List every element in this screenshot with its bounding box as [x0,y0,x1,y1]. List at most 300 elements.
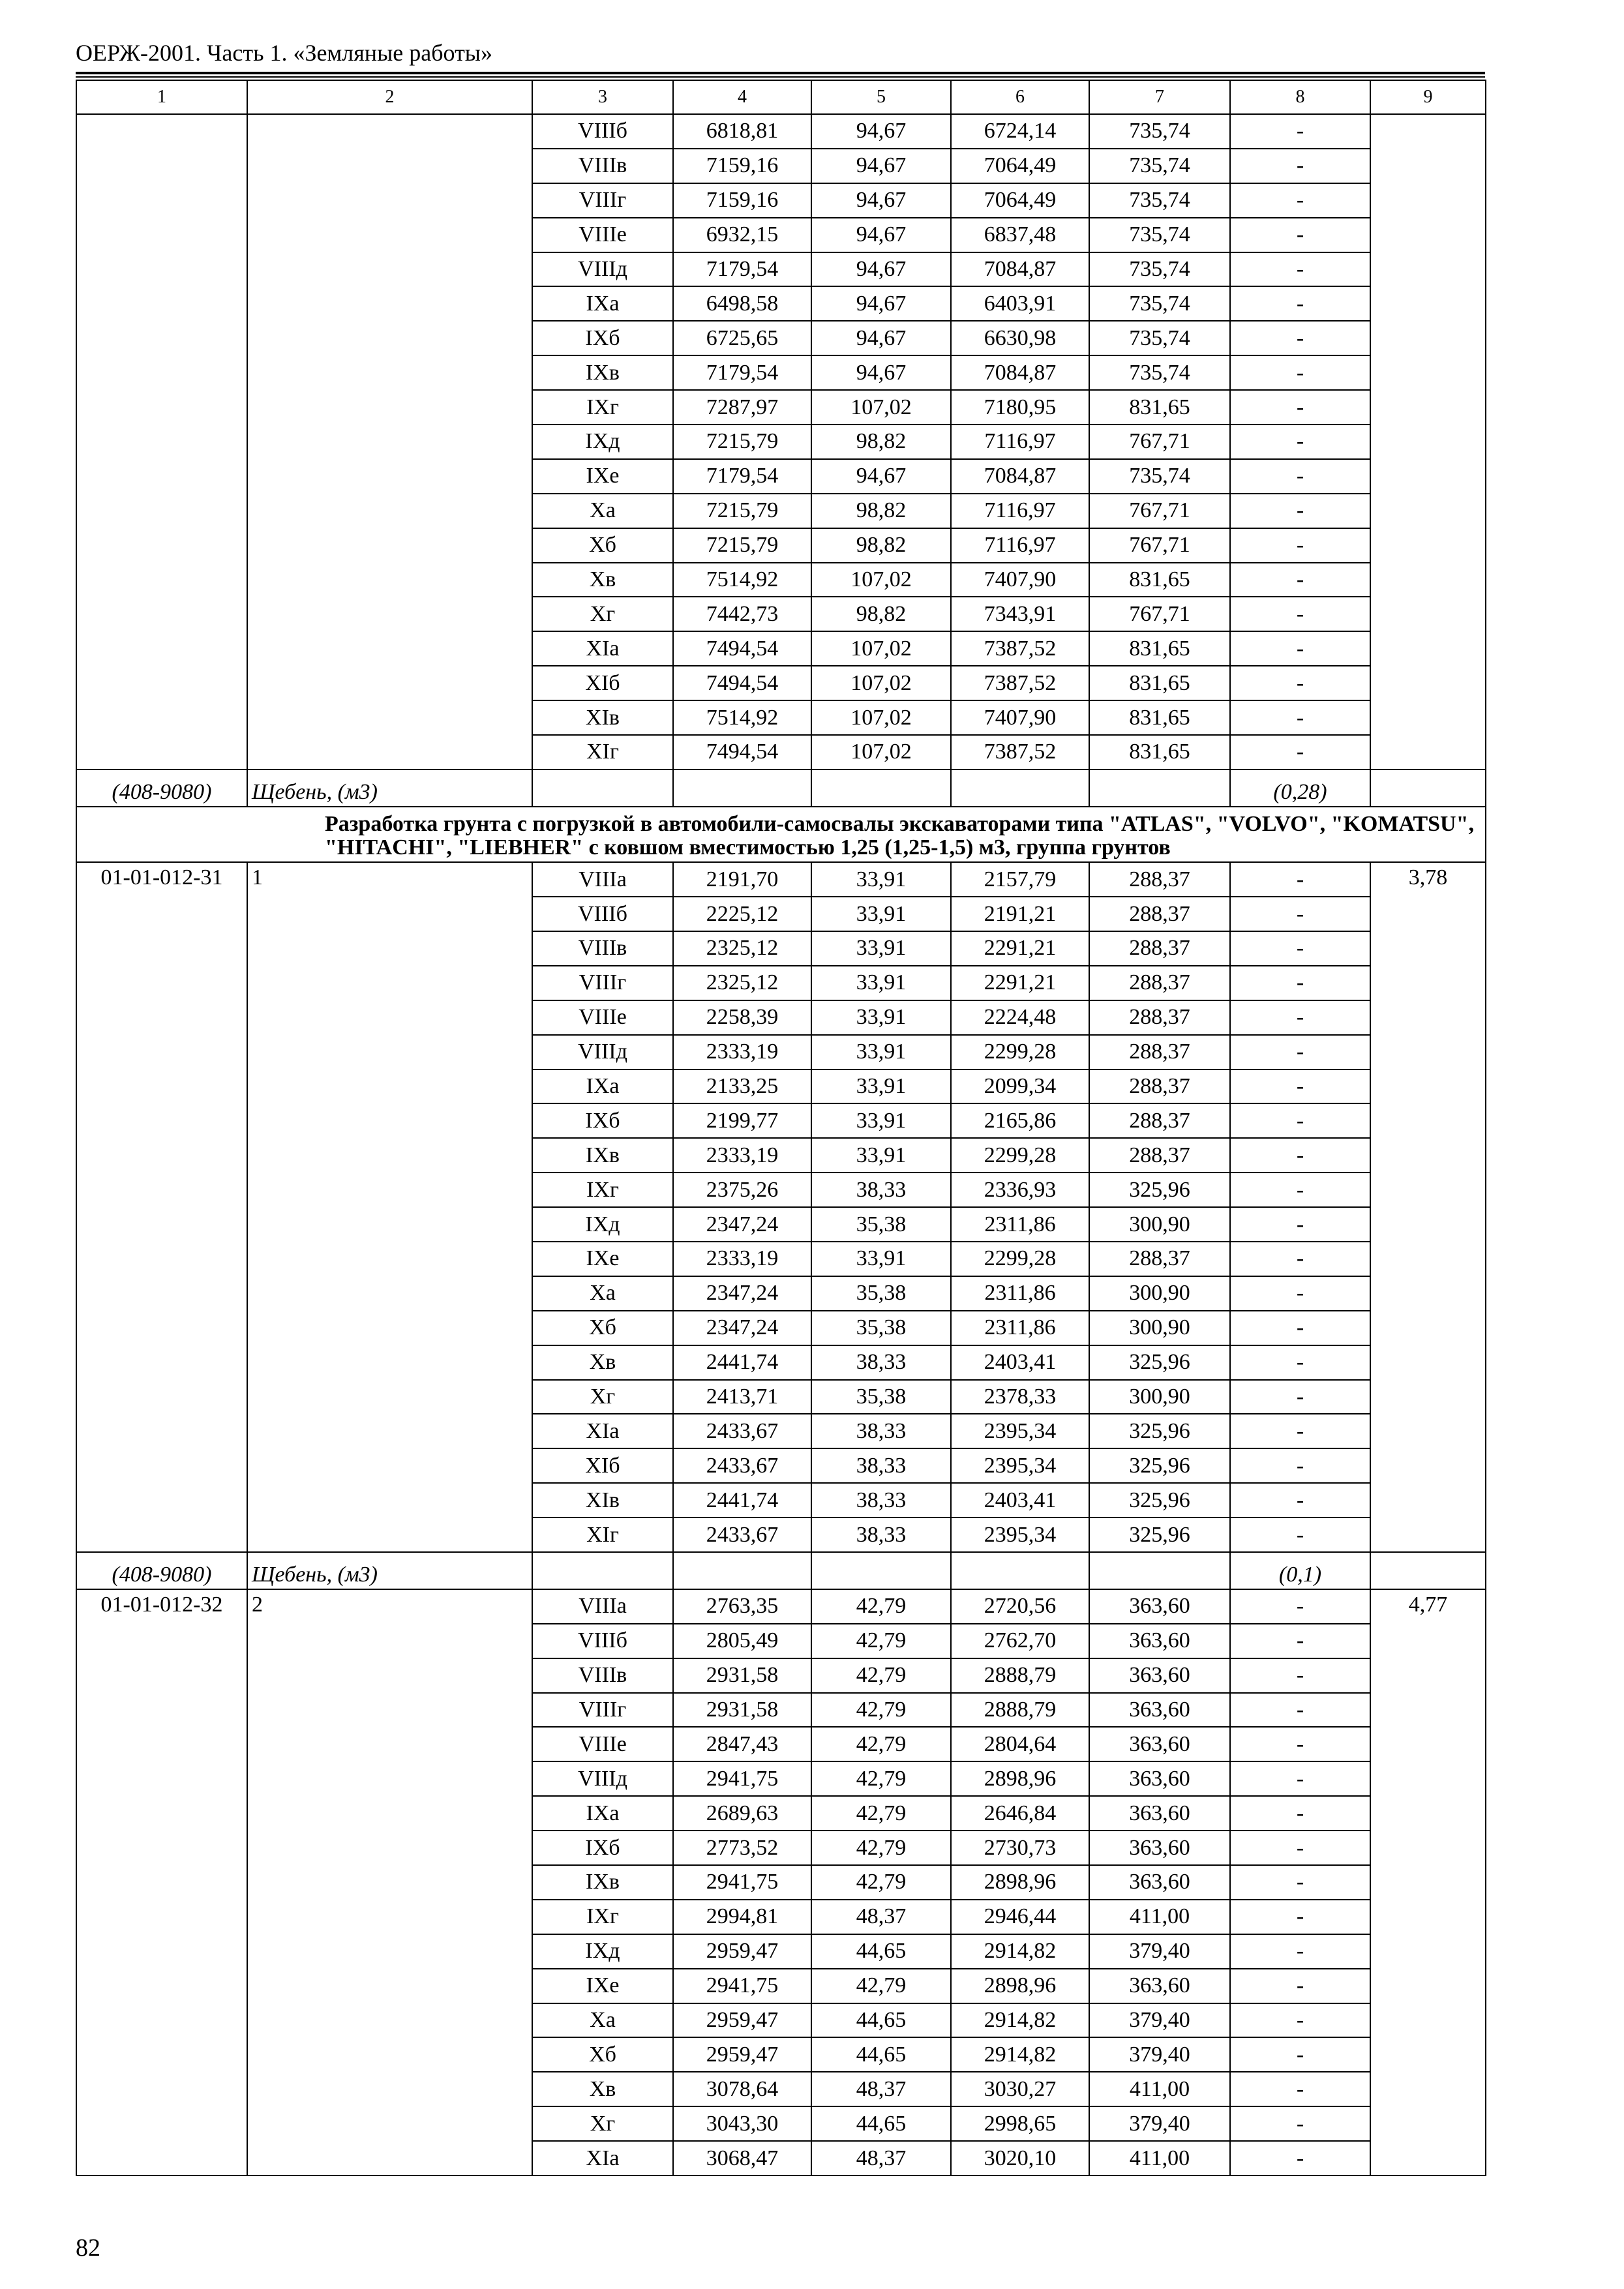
total-cost: 7179,54 [673,252,811,287]
machine-cost: 2157,79 [951,862,1089,897]
soil-group: Xг [532,597,673,631]
machinist-wages: 831,65 [1089,390,1230,425]
table-row [76,114,1486,149]
total-cost: 7287,97 [673,390,811,425]
machinist-wages: 363,60 [1089,1624,1230,1658]
resource-row [76,770,1486,807]
total-cost: 7494,54 [673,631,811,666]
materials: - [1230,1483,1370,1518]
machine-cost: 7407,90 [951,700,1089,735]
materials: - [1230,528,1370,563]
wages: 35,38 [811,1311,951,1345]
wages: 33,91 [811,1070,951,1104]
soil-group: XIв [532,1483,673,1518]
soil-group: VIIIб [532,897,673,931]
machine-cost: 2946,44 [951,1900,1089,1934]
materials: - [1230,1900,1370,1934]
materials: - [1230,1103,1370,1138]
wages: 33,91 [811,966,951,1000]
machinist-wages: 325,96 [1089,1483,1230,1518]
column-number: 3 [532,80,673,114]
soil-group: IXа [532,286,673,321]
machine-cost: 2299,28 [951,1138,1089,1173]
machine-cost: 2898,96 [951,1761,1089,1796]
total-cost: 2433,67 [673,1518,811,1552]
machine-cost: 2291,21 [951,931,1089,966]
labor-cost: 4,77 [1370,1589,1486,2176]
machinist-wages: 379,40 [1089,2106,1230,2141]
empty-cell [1370,770,1486,807]
resource-name: Щебень, (м3) [247,1552,532,1589]
total-cost: 2441,74 [673,1483,811,1518]
total-cost: 2763,35 [673,1589,811,1624]
machine-cost: 2888,79 [951,1658,1089,1693]
total-cost: 2773,52 [673,1831,811,1865]
soil-group: VIIIе [532,1727,673,1761]
machine-cost: 6403,91 [951,286,1089,321]
machine-cost: 2888,79 [951,1693,1089,1728]
machine-cost: 7116,97 [951,494,1089,528]
soil-group: Xб [532,1311,673,1345]
machine-cost: 2804,64 [951,1727,1089,1761]
materials: - [1230,321,1370,355]
materials: - [1230,1865,1370,1900]
soil-group: VIIIг [532,1693,673,1728]
materials: - [1230,355,1370,390]
machinist-wages: 831,65 [1089,666,1230,700]
rate-name [247,114,532,770]
wages: 94,67 [811,114,951,149]
total-cost: 2225,12 [673,897,811,931]
total-cost: 2931,58 [673,1693,811,1728]
machinist-wages: 288,37 [1089,862,1230,897]
machine-cost: 7064,49 [951,183,1089,218]
total-cost: 2375,26 [673,1173,811,1207]
column-number-row [76,80,1486,114]
rate-code: 01-01-012-32 [76,1589,247,2176]
total-cost: 2805,49 [673,1624,811,1658]
total-cost: 7514,92 [673,700,811,735]
machine-cost: 2403,41 [951,1483,1089,1518]
soil-group: IXб [532,321,673,355]
machinist-wages: 735,74 [1089,286,1230,321]
machinist-wages: 735,74 [1089,114,1230,149]
wages: 35,38 [811,1276,951,1311]
wages: 38,33 [811,1414,951,1448]
machine-cost: 2099,34 [951,1070,1089,1104]
materials: - [1230,1207,1370,1242]
header-rule [76,72,1485,74]
machinist-wages: 735,74 [1089,355,1230,390]
machine-cost: 2299,28 [951,1242,1089,1276]
soil-group: Xа [532,2003,673,2038]
empty-cell [811,770,951,807]
materials: - [1230,897,1370,931]
wages: 94,67 [811,459,951,494]
wages: 44,65 [811,2037,951,2072]
total-cost: 2931,58 [673,1658,811,1693]
machine-cost: 2898,96 [951,1969,1089,2003]
machinist-wages: 735,74 [1089,149,1230,183]
wages: 38,33 [811,1518,951,1552]
machinist-wages: 325,96 [1089,1448,1230,1483]
total-cost: 3043,30 [673,2106,811,2141]
materials: - [1230,931,1370,966]
total-cost: 6725,65 [673,321,811,355]
machinist-wages: 300,90 [1089,1276,1230,1311]
wages: 42,79 [811,1865,951,1900]
soil-group: XIа [532,1414,673,1448]
total-cost: 7159,16 [673,149,811,183]
machine-cost: 2762,70 [951,1624,1089,1658]
soil-group: IXе [532,1242,673,1276]
materials: - [1230,1624,1370,1658]
wages: 42,79 [811,1727,951,1761]
rate-name: 2 [247,1589,532,2176]
wages: 44,65 [811,2106,951,2141]
materials: - [1230,114,1370,149]
empty-cell [673,770,811,807]
total-cost: 2325,12 [673,966,811,1000]
materials: - [1230,149,1370,183]
machine-cost: 7407,90 [951,563,1089,597]
soil-group: VIIIб [532,1624,673,1658]
soil-group: IXв [532,1138,673,1173]
soil-group: IXа [532,1070,673,1104]
soil-group: XIб [532,666,673,700]
empty-cell [1089,1552,1230,1589]
column-number: 9 [1370,80,1486,114]
machine-cost: 7084,87 [951,355,1089,390]
machinist-wages: 288,37 [1089,1070,1230,1104]
machine-cost: 2291,21 [951,966,1089,1000]
machinist-wages: 288,37 [1089,931,1230,966]
soil-group: VIIIв [532,1658,673,1693]
machinist-wages: 325,96 [1089,1345,1230,1380]
wages: 42,79 [811,1796,951,1831]
labor-cost: 3,78 [1370,862,1486,1552]
machinist-wages: 288,37 [1089,1103,1230,1138]
wages: 42,79 [811,1624,951,1658]
labor-cost [1370,114,1486,770]
wages: 42,79 [811,1761,951,1796]
soil-group: VIIIд [532,1761,673,1796]
empty-cell [951,770,1089,807]
total-cost: 2994,81 [673,1900,811,1934]
soil-group: VIIIа [532,862,673,897]
total-cost: 2941,75 [673,1865,811,1900]
wages: 42,79 [811,1969,951,2003]
resource-code: (408-9080) [76,1552,247,1589]
wages: 94,67 [811,252,951,287]
materials: - [1230,1173,1370,1207]
machine-cost: 2914,82 [951,2037,1089,2072]
total-cost: 2959,47 [673,1934,811,1969]
total-cost: 7179,54 [673,459,811,494]
soil-group: Xг [532,2106,673,2141]
total-cost: 2941,75 [673,1761,811,1796]
total-cost: 2847,43 [673,1727,811,1761]
machine-cost: 7180,95 [951,390,1089,425]
wages: 48,37 [811,1900,951,1934]
machine-cost: 2165,86 [951,1103,1089,1138]
wages: 107,02 [811,666,951,700]
materials: - [1230,1138,1370,1173]
wages: 94,67 [811,149,951,183]
machine-cost: 7387,52 [951,631,1089,666]
soil-group: VIIIе [532,218,673,252]
soil-group: XIб [532,1448,673,1483]
materials: - [1230,1070,1370,1104]
wages: 33,91 [811,1242,951,1276]
total-cost: 7494,54 [673,666,811,700]
machinist-wages: 831,65 [1089,563,1230,597]
machinist-wages: 300,90 [1089,1207,1230,1242]
soil-group: VIIIв [532,931,673,966]
total-cost: 2433,67 [673,1448,811,1483]
wages: 107,02 [811,390,951,425]
machinist-wages: 363,60 [1089,1727,1230,1761]
total-cost: 6498,58 [673,286,811,321]
machinist-wages: 831,65 [1089,700,1230,735]
machine-cost: 2395,34 [951,1518,1089,1552]
wages: 107,02 [811,700,951,735]
wages: 94,67 [811,218,951,252]
soil-group: IXе [532,459,673,494]
total-cost: 2333,19 [673,1138,811,1173]
soil-group: Xг [532,1380,673,1414]
machine-cost: 2720,56 [951,1589,1089,1624]
wages: 38,33 [811,1448,951,1483]
machinist-wages: 363,60 [1089,1969,1230,2003]
total-cost: 2433,67 [673,1414,811,1448]
empty-cell [532,770,673,807]
soil-group: XIг [532,1518,673,1552]
soil-group: XIв [532,700,673,735]
total-cost: 7179,54 [673,355,811,390]
wages: 107,02 [811,563,951,597]
wages: 94,67 [811,355,951,390]
resource-quantity: (0,1) [1230,1552,1370,1589]
soil-group: IXв [532,355,673,390]
machinist-wages: 379,40 [1089,2037,1230,2072]
machine-cost: 3030,27 [951,2072,1089,2106]
machine-cost: 2914,82 [951,1934,1089,1969]
soil-group: IXд [532,1207,673,1242]
machinist-wages: 325,96 [1089,1414,1230,1448]
machine-cost: 6630,98 [951,321,1089,355]
materials: - [1230,1518,1370,1552]
machine-cost: 2311,86 [951,1207,1089,1242]
machinist-wages: 379,40 [1089,2003,1230,2038]
total-cost: 2333,19 [673,1242,811,1276]
wages: 48,37 [811,2072,951,2106]
soil-group: IXг [532,1173,673,1207]
soil-group: Xб [532,2037,673,2072]
soil-group: VIIIд [532,252,673,287]
soil-group: IXг [532,1900,673,1934]
wages: 33,91 [811,1103,951,1138]
soil-group: VIIIв [532,149,673,183]
machinist-wages: 363,60 [1089,1693,1230,1728]
machine-cost: 2191,21 [951,897,1089,931]
materials: - [1230,2003,1370,2038]
page-number: 82 [76,2234,100,2262]
wages: 33,91 [811,1035,951,1070]
soil-group: IXд [532,425,673,459]
total-cost: 7215,79 [673,494,811,528]
empty-cell [673,1552,811,1589]
machinist-wages: 288,37 [1089,966,1230,1000]
materials: - [1230,1658,1370,1693]
machinist-wages: 831,65 [1089,631,1230,666]
wages: 98,82 [811,494,951,528]
soil-group: XIг [532,735,673,770]
machine-cost: 2224,48 [951,1000,1089,1035]
total-cost: 3068,47 [673,2141,811,2176]
total-cost: 2959,47 [673,2003,811,2038]
soil-group: VIIIд [532,1035,673,1070]
machine-cost: 7343,91 [951,597,1089,631]
materials: - [1230,1276,1370,1311]
section-heading: Разработка грунта с погрузкой в автомобили-самосвалы экскаваторами типа "ATLAS", "VOLVO", "KOMATSU", "HITACHI", "LIEBHER" с ковшом вместимостью 1,25 (1,25-1,5) м3, группа грунтов [76,807,1486,862]
wages: 98,82 [811,597,951,631]
materials: - [1230,1311,1370,1345]
empty-cell [1370,1552,1486,1589]
machinist-wages: 735,74 [1089,252,1230,287]
machinist-wages: 288,37 [1089,1138,1230,1173]
wages: 42,79 [811,1658,951,1693]
machinist-wages: 767,71 [1089,528,1230,563]
total-cost: 2413,71 [673,1380,811,1414]
materials: - [1230,1242,1370,1276]
wages: 94,67 [811,321,951,355]
soil-group: XIа [532,2141,673,2176]
materials: - [1230,1693,1370,1728]
wages: 33,91 [811,931,951,966]
total-cost: 7215,79 [673,425,811,459]
soil-group: IXд [532,1934,673,1969]
materials: - [1230,1380,1370,1414]
total-cost: 2347,24 [673,1207,811,1242]
resource-row [76,1552,1486,1589]
wages: 42,79 [811,1831,951,1865]
wages: 48,37 [811,2141,951,2176]
soil-group: XIа [532,631,673,666]
materials: - [1230,1934,1370,1969]
soil-group: VIIIг [532,183,673,218]
materials: - [1230,1345,1370,1380]
total-cost: 2941,75 [673,1969,811,2003]
machine-cost: 6724,14 [951,114,1089,149]
wages: 33,91 [811,862,951,897]
machine-cost: 2898,96 [951,1865,1089,1900]
machine-cost: 7084,87 [951,252,1089,287]
machine-cost: 2311,86 [951,1276,1089,1311]
machinist-wages: 767,71 [1089,494,1230,528]
machinist-wages: 363,60 [1089,1865,1230,1900]
machinist-wages: 363,60 [1089,1796,1230,1831]
wages: 33,91 [811,1138,951,1173]
soil-group: Xв [532,1345,673,1380]
machinist-wages: 735,74 [1089,183,1230,218]
total-cost: 3078,64 [673,2072,811,2106]
total-cost: 2689,63 [673,1796,811,1831]
materials: - [1230,1414,1370,1448]
machinist-wages: 411,00 [1089,2072,1230,2106]
total-cost: 2325,12 [673,931,811,966]
materials: - [1230,494,1370,528]
soil-group: VIIIг [532,966,673,1000]
machinist-wages: 379,40 [1089,1934,1230,1969]
machinist-wages: 735,74 [1089,218,1230,252]
resource-quantity: (0,28) [1230,770,1370,807]
materials: - [1230,425,1370,459]
empty-cell [532,1552,673,1589]
machine-cost: 2403,41 [951,1345,1089,1380]
machinist-wages: 767,71 [1089,425,1230,459]
machinist-wages: 363,60 [1089,1761,1230,1796]
machinist-wages: 288,37 [1089,1000,1230,1035]
wages: 44,65 [811,2003,951,2038]
machine-cost: 7387,52 [951,666,1089,700]
machinist-wages: 735,74 [1089,459,1230,494]
wages: 38,33 [811,1345,951,1380]
materials: - [1230,735,1370,770]
column-number: 2 [247,80,532,114]
column-number: 5 [811,80,951,114]
machine-cost: 2646,84 [951,1796,1089,1831]
total-cost: 2347,24 [673,1276,811,1311]
materials: - [1230,700,1370,735]
rate-code [76,114,247,770]
materials: - [1230,459,1370,494]
soil-group: Xв [532,2072,673,2106]
column-number: 1 [76,80,247,114]
materials: - [1230,862,1370,897]
materials: - [1230,286,1370,321]
total-cost: 6818,81 [673,114,811,149]
soil-group: VIIIа [532,1589,673,1624]
machinist-wages: 411,00 [1089,1900,1230,1934]
wages: 107,02 [811,735,951,770]
wages: 94,67 [811,183,951,218]
total-cost: 6932,15 [673,218,811,252]
section-heading-row [76,807,1486,862]
soil-group: IXг [532,390,673,425]
machinist-wages: 363,60 [1089,1658,1230,1693]
materials: - [1230,966,1370,1000]
total-cost: 7159,16 [673,183,811,218]
machinist-wages: 831,65 [1089,735,1230,770]
column-number: 7 [1089,80,1230,114]
column-number: 4 [673,80,811,114]
soil-group: IXб [532,1103,673,1138]
soil-group: Xв [532,563,673,597]
machine-cost: 7116,97 [951,528,1089,563]
total-cost: 2441,74 [673,1345,811,1380]
total-cost: 2959,47 [673,2037,811,2072]
wages: 98,82 [811,528,951,563]
materials: - [1230,218,1370,252]
machine-cost: 6837,48 [951,218,1089,252]
machine-cost: 7387,52 [951,735,1089,770]
machine-cost: 2395,34 [951,1414,1089,1448]
materials: - [1230,1761,1370,1796]
machinist-wages: 288,37 [1089,1035,1230,1070]
machine-cost: 2730,73 [951,1831,1089,1865]
soil-group: Xа [532,494,673,528]
